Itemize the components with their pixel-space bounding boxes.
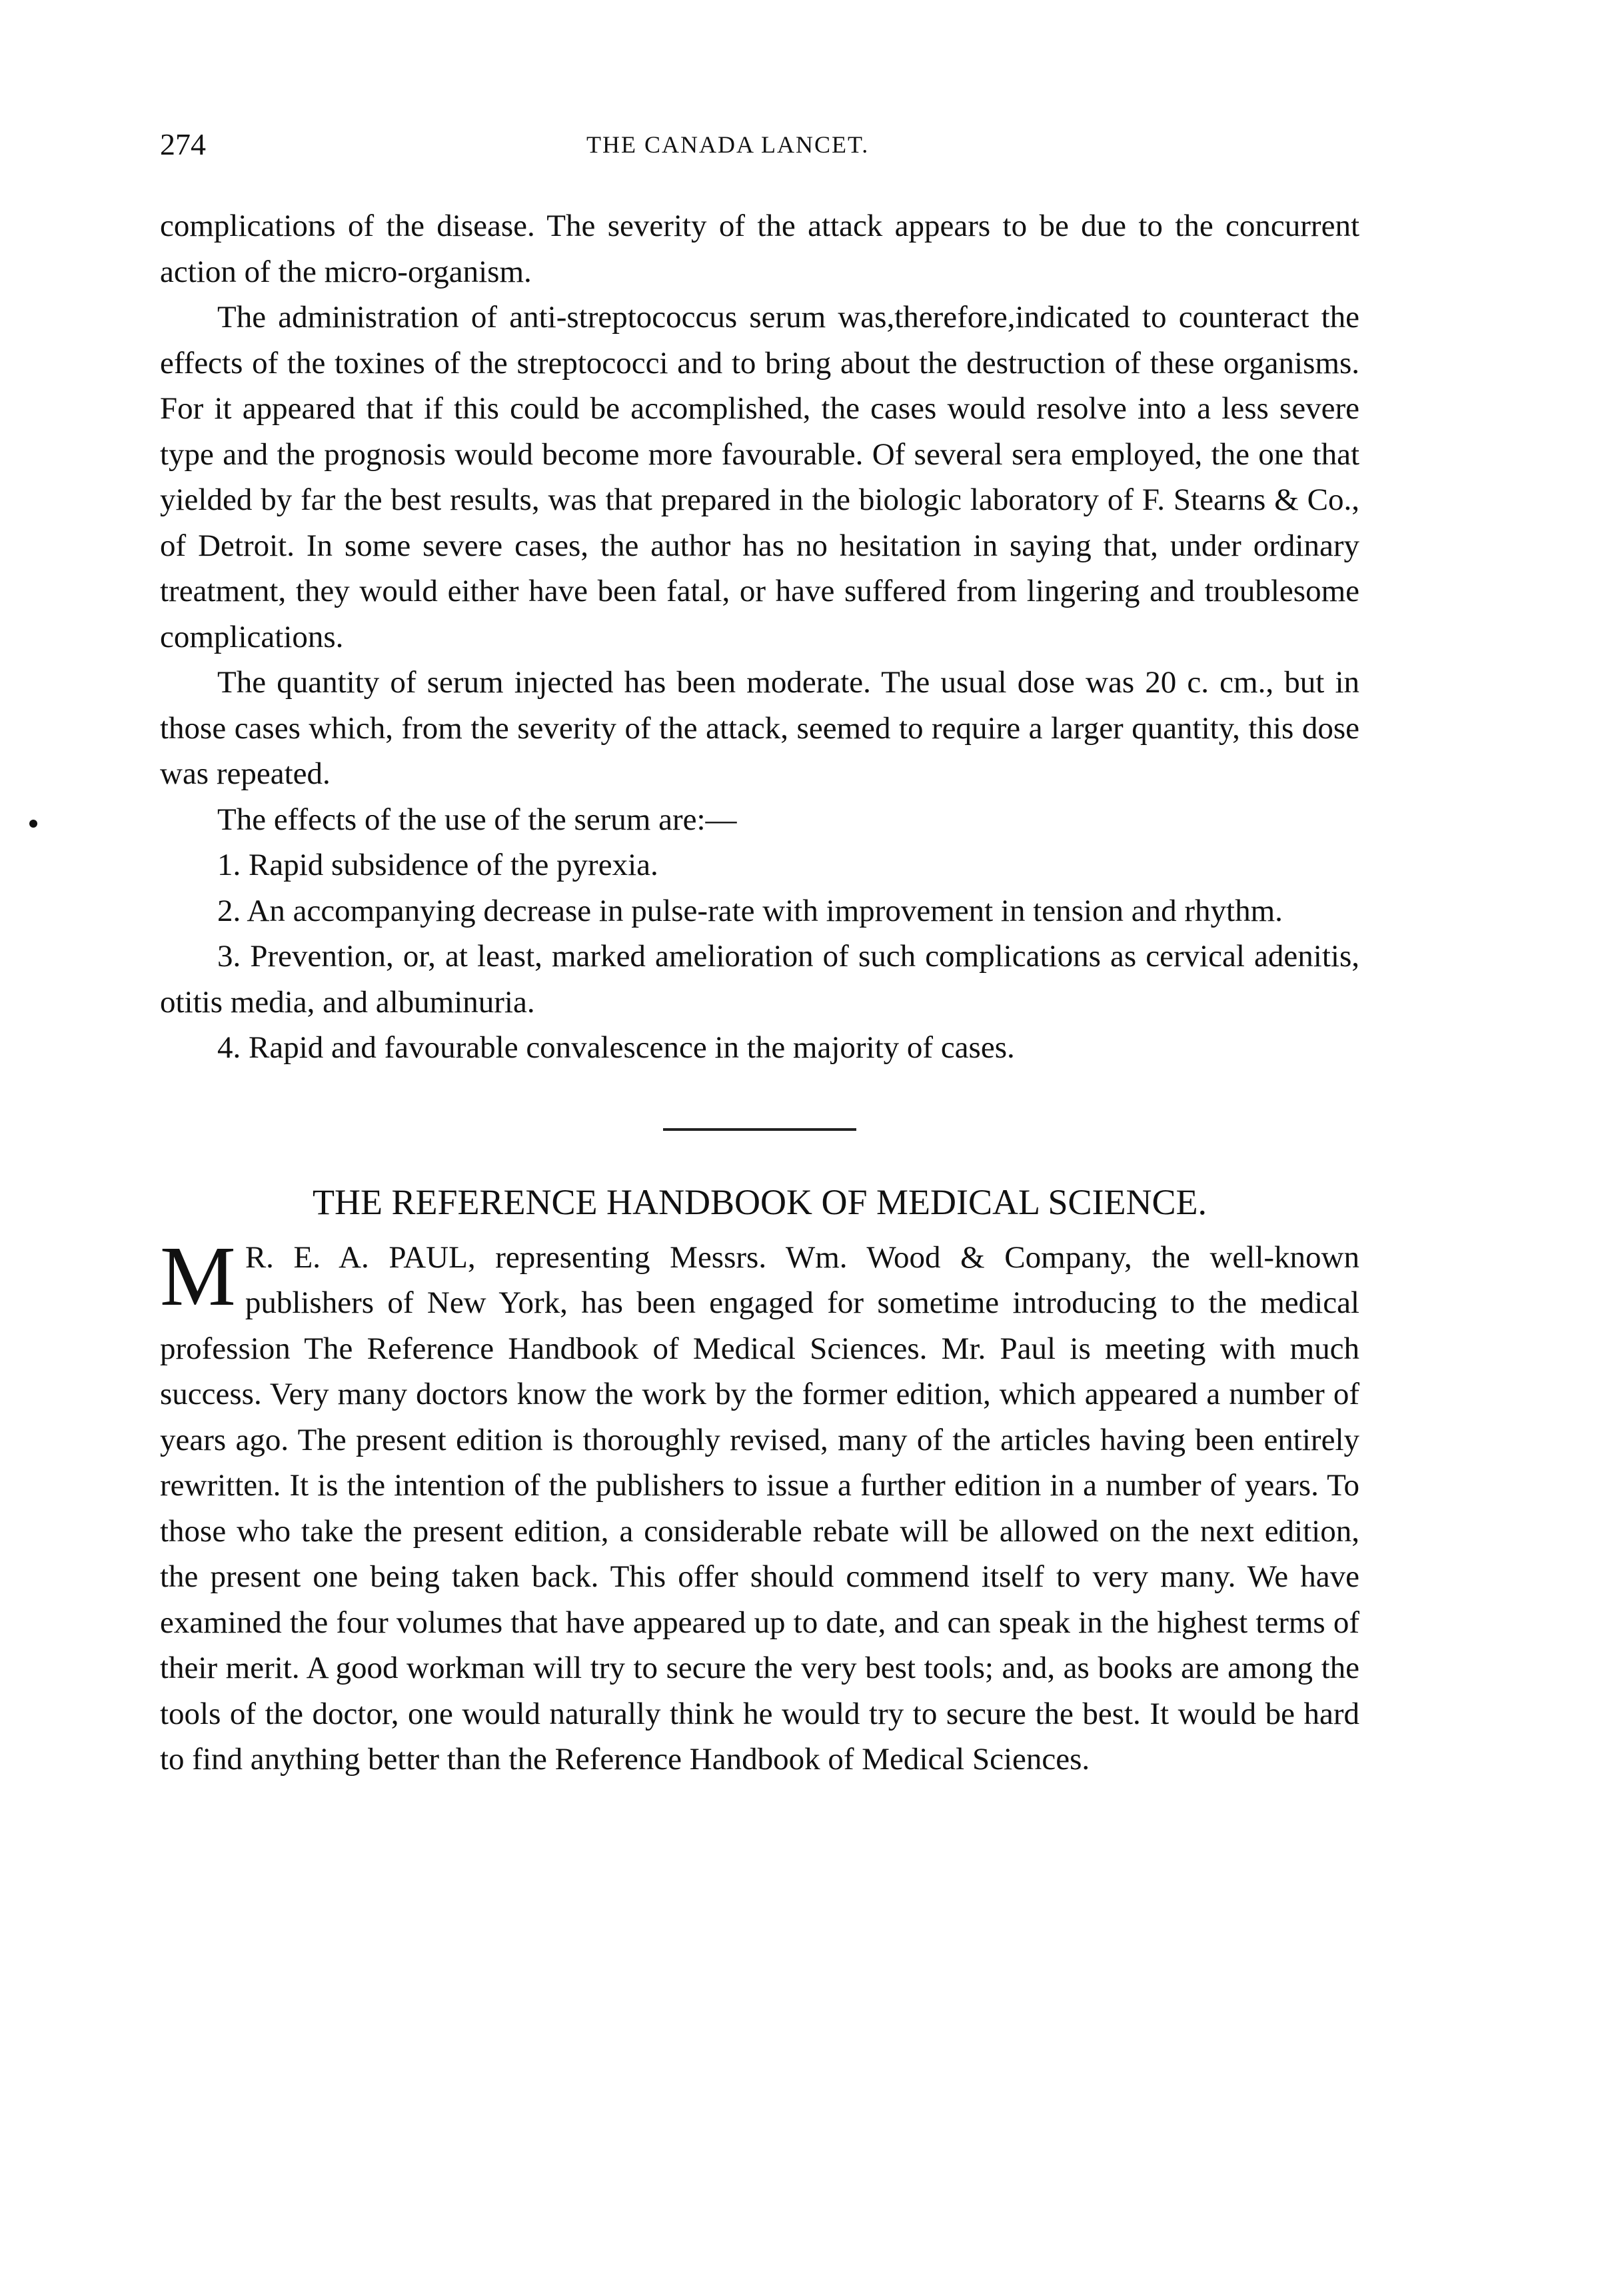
page-number: 274 <box>160 127 206 161</box>
article-headline: THE REFERENCE HANDBOOK OF MEDICAL SCIENCE. <box>312 1181 1207 1222</box>
paragraph: The quantity of serum injected has been moderate. The usual dose was 20 c. cm., but in those cases which, from the severity of the attack, seemed to require a larger quantity, this dose was repeated. <box>160 665 1359 791</box>
list-item: 4. Rapid and favourable convalescence in the majority of cases. <box>217 1030 1015 1065</box>
paragraph: The effects of the use of the serum are:— <box>217 802 737 837</box>
list-item: 1. Rapid subsidence of the pyrexia. <box>217 848 658 882</box>
paragraph: complications of the disease. The severity of the attack appears to be due to the concurrent action of the micro-organism. <box>160 209 1359 289</box>
paragraph: The administration of anti-streptococcus serum was,therefore,indicated to counteract the effects of the toxines of the streptococci and to bring about the destruction of these organisms. For it appeared that if this could be accomplished, the cases would resolve into a less severe type and the prognosis would become more favourable. Of several sera employed, the one that yielded by far the best results, was that prepared in the biologic laboratory of F. Stearns & Co., of Detroit. In some severe cases, the author has no hesitation in saying that, under ordinary treatment, they would either have been fatal, or have suffered from lingering and troublesome complications. <box>160 300 1359 654</box>
drop-cap: M <box>160 1228 236 1323</box>
list-item: 2. An accompanying decrease in pulse-rate with improvement in tension and rhythm. <box>217 893 1283 928</box>
journal-page <box>160 113 1359 1783</box>
reference-handbook-article <box>160 1228 1359 1783</box>
continued-article <box>160 203 1359 1071</box>
margin-mark <box>29 820 37 828</box>
journal-title: THE CANADA LANCET. <box>586 131 870 158</box>
list-item: 3. Prevention, or, at least, marked amelioration of such complications as cervical adenitis, otitis media, and albuminuria. <box>160 939 1359 1020</box>
article-body: R. E. A. PAUL, representing Messrs. Wm. Wood & Company, the well-known publishers of New York, has been engaged for sometime introducing to the medical profession The Reference Handbook of Medical Sciences. Mr. Paul is meeting with much success. Very many doctors know the work by the former edition, which appeared a number of years ago. The present edition is thoroughly revised, many of the articles having been entirely rewritten. It is the intention of the publishers to issue a further edition in a number of years. To those who take the present edition, a considerable rebate will be allowed on the next edition, the present one being taken back. This offer should commend itself to very many. We have examined the four volumes that have appeared up to date, and can speak in the highest terms of their merit. A good workman will try to secure the very best tools; and, as books are among the tools of the doctor, one would naturally think he would try to secure the best. It would be hard to find anything better than the Reference Handbook of Medical Sciences. <box>160 1239 1359 1777</box>
section-divider <box>663 1128 856 1131</box>
running-head <box>160 113 1359 167</box>
